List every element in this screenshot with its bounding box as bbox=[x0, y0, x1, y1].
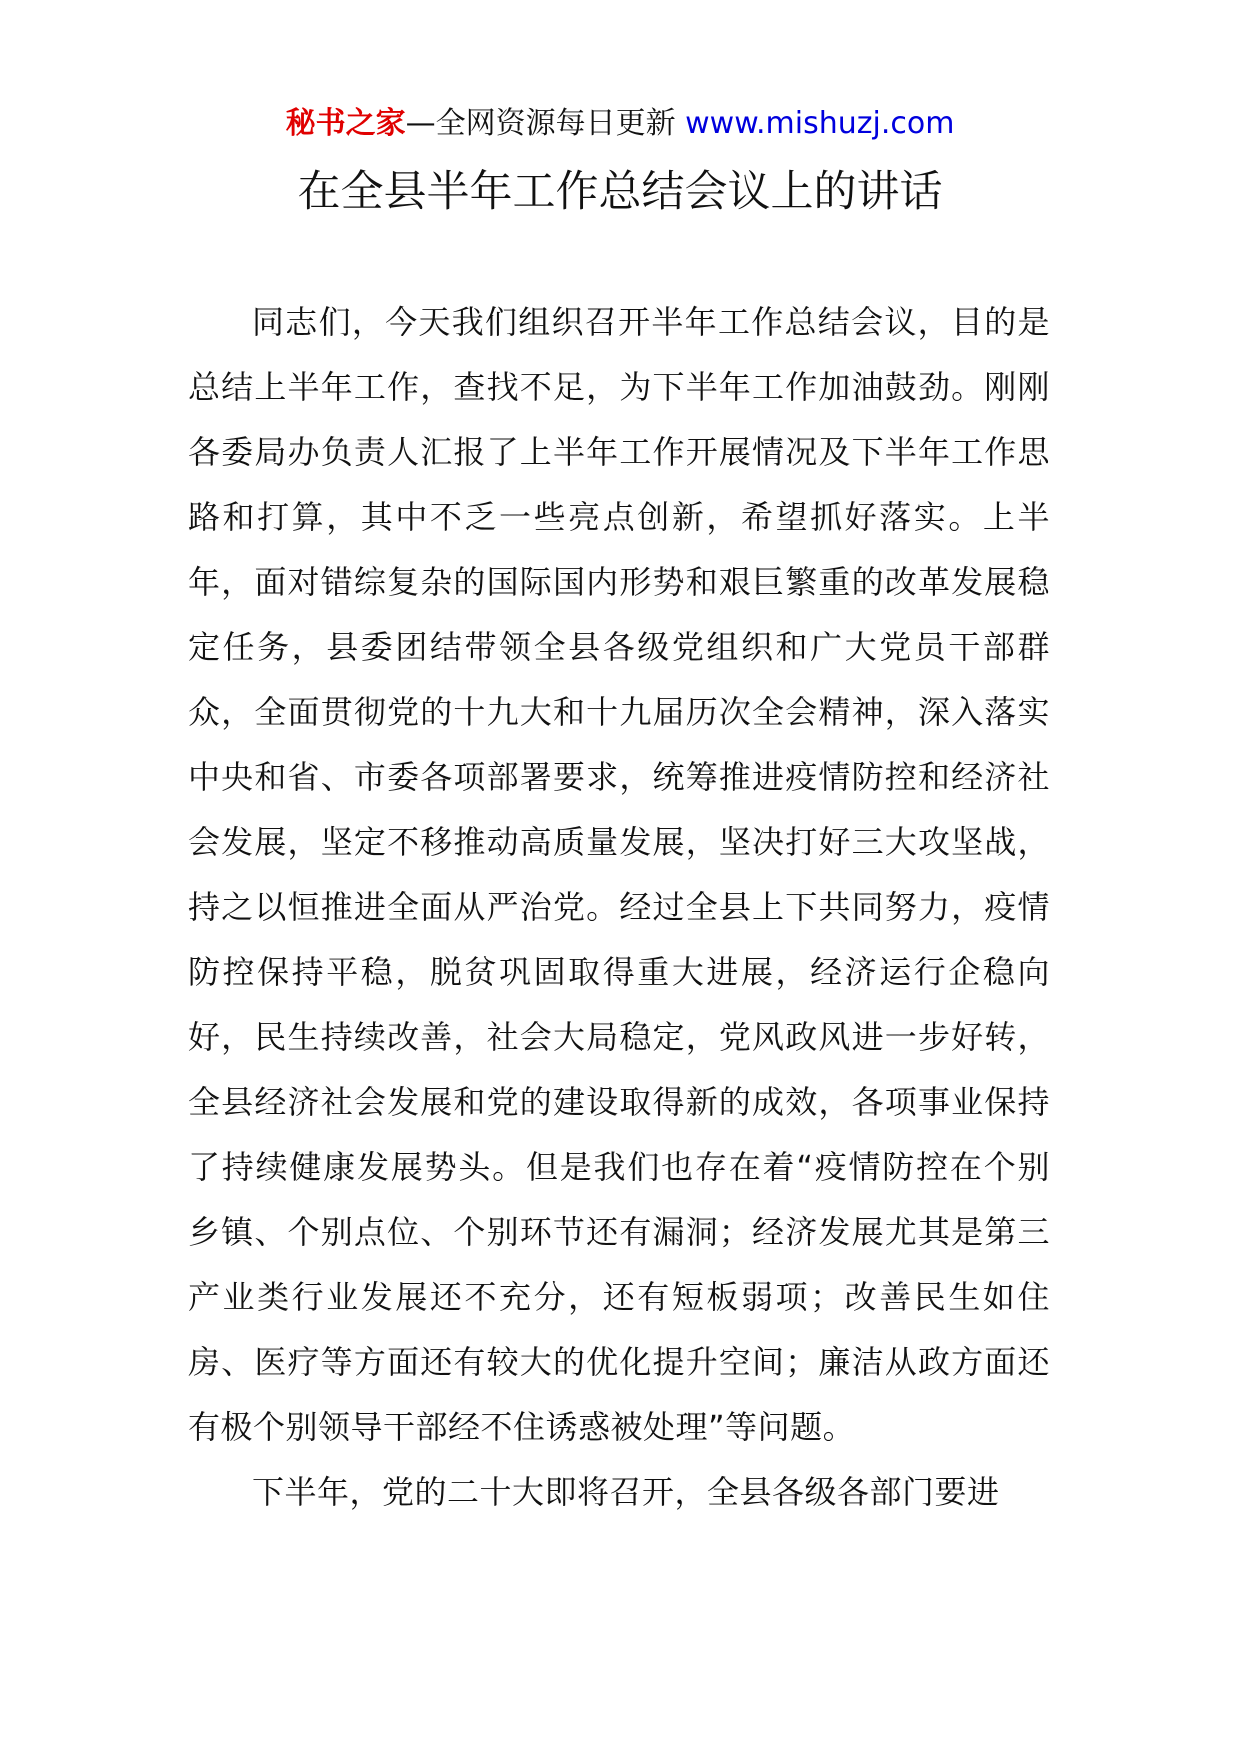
paragraph-1: 同志们，今天我们组织召开半年工作总结会议，目的是总结上半年工作，查找不足，为下半年工作加油鼓劲。刚刚各委局办负责人汇报了上半年工作开展情况及下半年工作思路和打算，其中不乏一些亮点创新，希望抓好落实。上半年，面对错综复杂的国际国内形势和艰巨繁重的改革发展稳定任务，县委团结带领全县各级党组织和广大党员干部群众，全面贯彻党的十九大和十九届历次全会精神，深入落实中央和省、市委各项部署要求，统筹推进疫情防控和经济社会发展，坚定不移推动高质量发展，坚决打好三大攻坚战，持之以恒推进全面从严治党。经过全县上下共同努力，疫情防控保持平稳，脱贫巩固取得重大进展，经济运行企稳向好，民生持续改善，社会大局稳定，党风政风进一步好转，全县经济社会发展和党的建设取得新的成效，各项事业保持了持续健康发展势头。但是我们也存在着“疫情防控在个别乡镇、个别点位、个别环节还有漏洞；经济发展尤其是第三产业类行业发展还不充分，还有短板弱项；改善民生如住房、医疗等方面还有较大的优化提升空间；廉洁从政方面还有极个别领导干部经不住诱惑被处理”等问题。 bbox=[188, 303, 1050, 1446]
brand-tagline: —全网资源每日更新 bbox=[405, 106, 676, 141]
document-body bbox=[188, 290, 1050, 1525]
paragraph-2: 下半年，党的二十大即将召开，全县各级各部门要进 bbox=[252, 1473, 1000, 1511]
document-title: 在全县半年工作总结会议上的讲话 bbox=[297, 167, 943, 217]
page-header bbox=[0, 104, 1240, 144]
brand-name: 秘书之家 bbox=[285, 106, 406, 141]
site-url-link[interactable]: www.mishuzj.com bbox=[685, 106, 955, 141]
